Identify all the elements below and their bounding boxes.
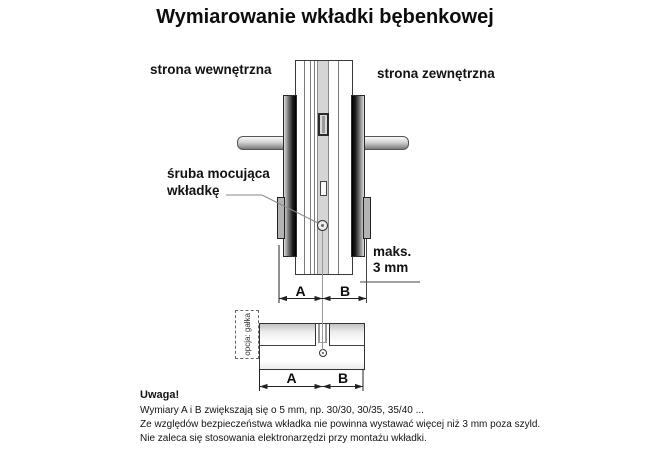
cylinder-rod-right	[363, 136, 409, 150]
max-protrusion-label-line2: 3 mm	[373, 259, 409, 275]
knob-option-box	[235, 310, 259, 359]
cylinder-end-left	[277, 197, 285, 239]
cylinder-mid-line	[260, 345, 364, 346]
screw-hole-icon	[319, 349, 327, 357]
door-layer-line	[304, 61, 305, 274]
cylinder-rod-left	[237, 136, 285, 150]
fixing-screw-label-line2: wkładkę	[167, 182, 220, 198]
escutcheon-left	[283, 95, 297, 257]
screw-hole-dot	[322, 352, 324, 354]
screw-dot	[321, 224, 324, 227]
door-panel	[295, 60, 353, 275]
door-layer-line	[310, 61, 311, 274]
inner-side-label: strona wewnętrzna	[150, 62, 272, 77]
lock-body-strip	[317, 61, 329, 274]
fixing-screw-icon	[317, 220, 328, 231]
dimension-a-upper-label: A	[295, 283, 306, 299]
cylinder-front-view	[259, 323, 365, 370]
dimension-a-lower-label: A	[286, 370, 297, 386]
max-protrusion-label	[373, 244, 411, 275]
knob-option-label: opcja: gałka	[242, 313, 252, 356]
cylinder-end-right	[363, 197, 371, 239]
fixing-screw-label-line1: śruba mocująca	[167, 166, 270, 181]
page-title: Wymiarowanie wkładki bębenkowej	[156, 6, 494, 28]
door-layer-line	[314, 61, 315, 274]
dimension-b-lower-label: B	[337, 370, 349, 386]
notes-heading: Uwaga!	[140, 389, 180, 401]
notes-block	[140, 389, 630, 446]
screw-slot	[320, 181, 327, 196]
note-line-2: Ze względów bezpieczeństwa wkładka nie powinna wystawać więcej niż 3 mm poza szyld.	[140, 419, 541, 430]
note-line-1: Wymiary A i B zwiększają się o 5 mm, np. 30/30, 30/35, 35/40 ...	[140, 405, 424, 416]
note-line-3: Nie zaleca się stosowania elektronarzędzi przy montażu wkładki.	[140, 433, 427, 444]
max-protrusion-label-line1: maks.	[373, 244, 412, 259]
door-layer-line	[338, 61, 339, 274]
fixing-screw-label	[167, 166, 270, 199]
cam-bar	[322, 116, 325, 133]
dimension-b-upper-label: B	[339, 283, 351, 299]
outer-side-label: strona zewnętrzna	[377, 66, 495, 81]
cam-notch	[315, 324, 330, 346]
cam-window	[318, 113, 329, 136]
cam-notch-inner	[318, 324, 327, 343]
